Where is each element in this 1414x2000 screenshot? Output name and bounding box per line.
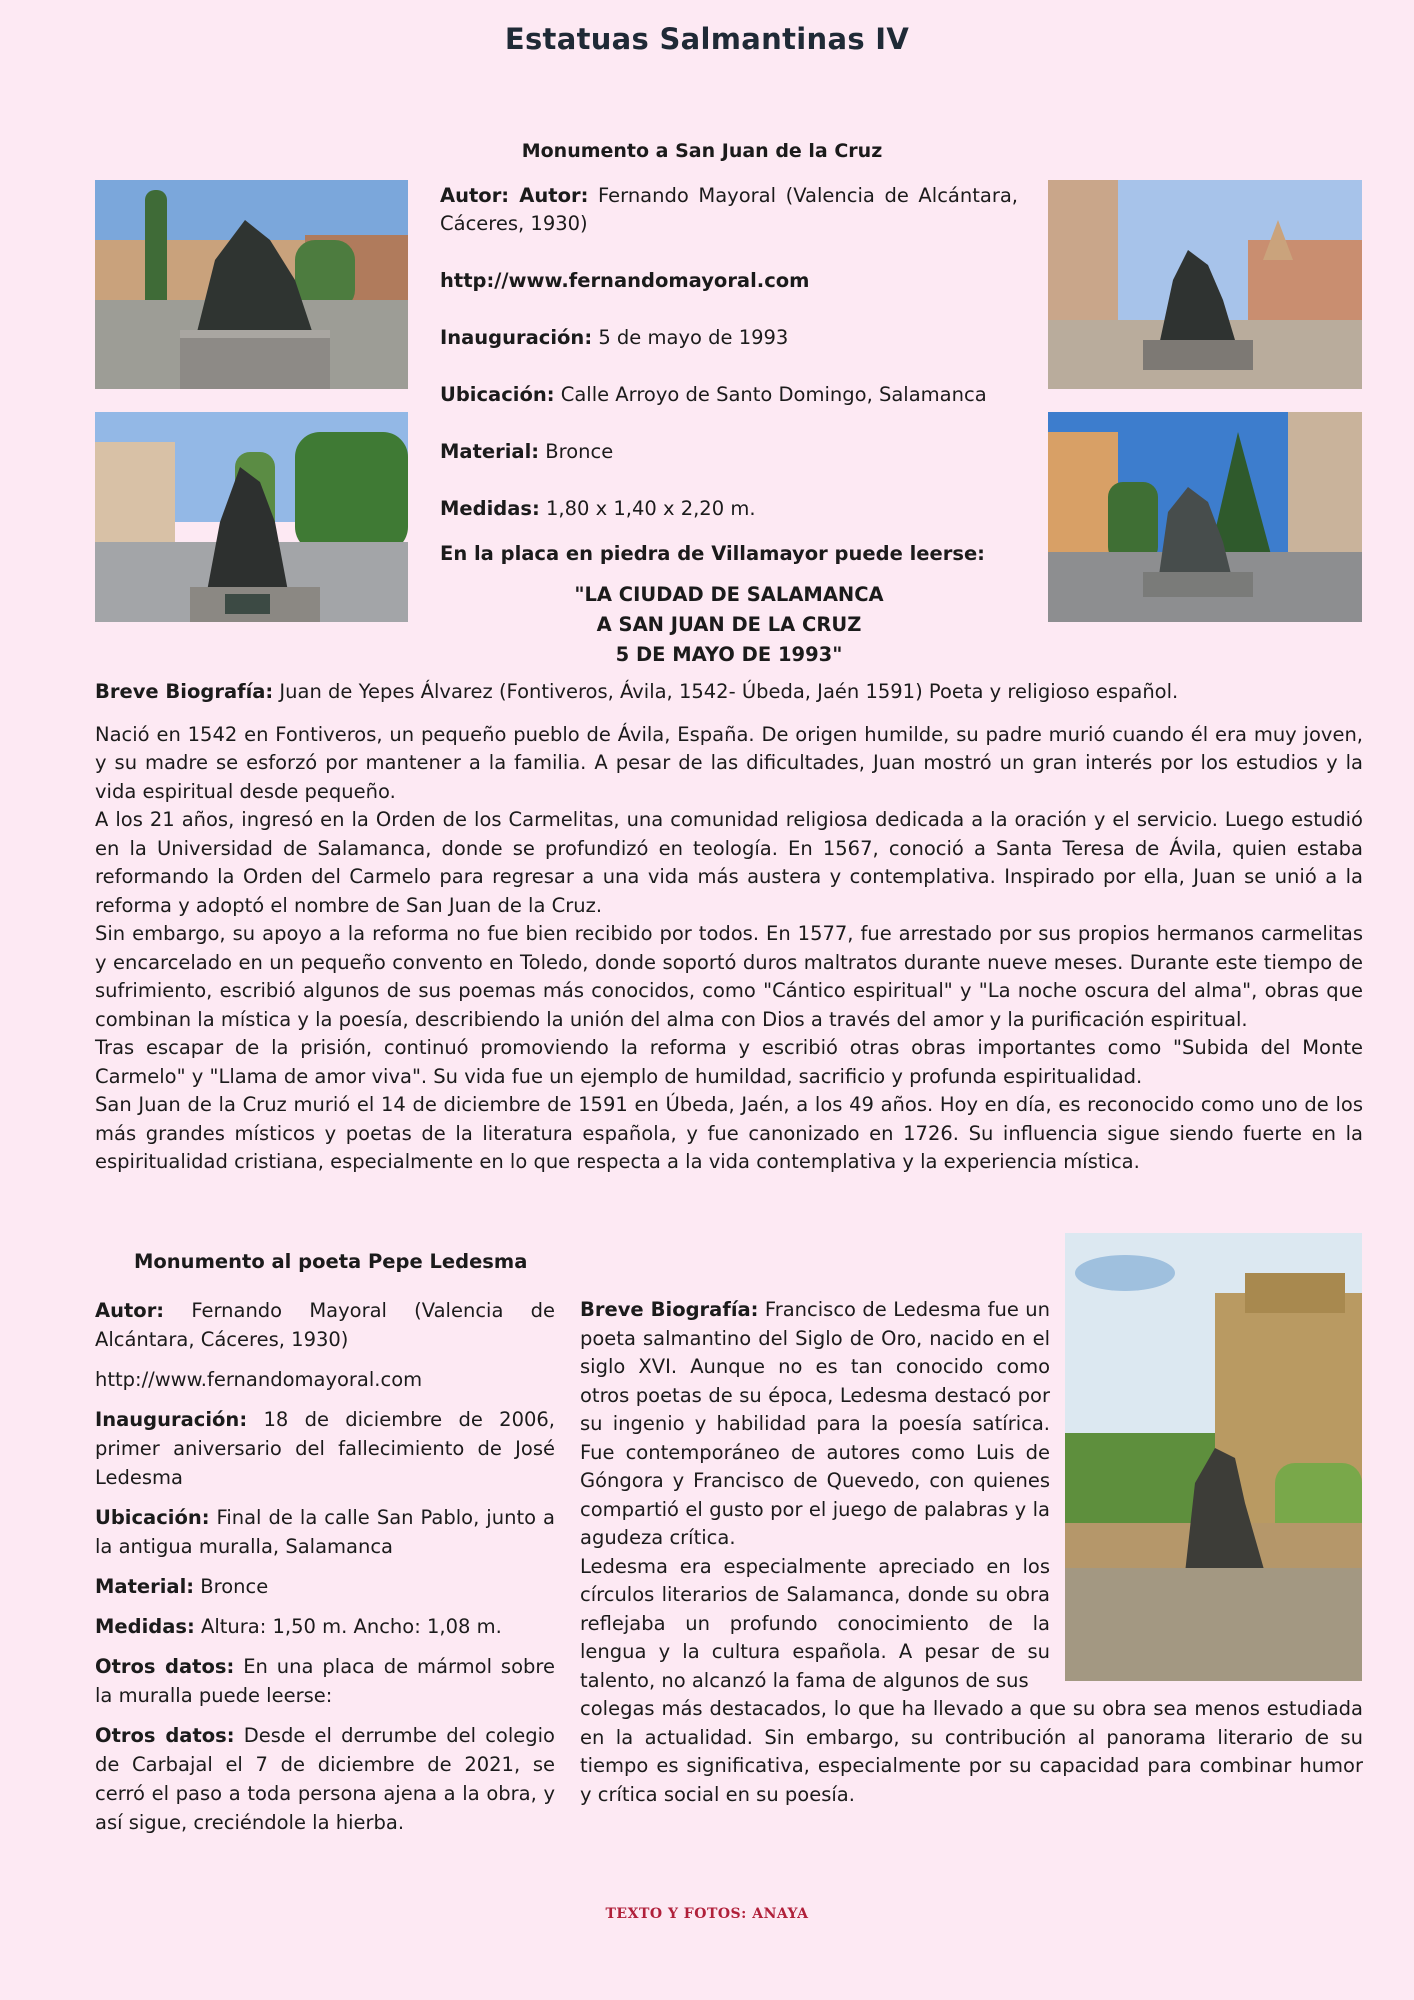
website-text[interactable]: http://www.fernandomayoral.com bbox=[95, 1368, 423, 1391]
plaque-inscription bbox=[440, 580, 1018, 670]
author-label: Autor: bbox=[95, 1299, 165, 1322]
location-label: Ubicación: bbox=[95, 1506, 210, 1529]
material-value: Bronce bbox=[194, 1575, 269, 1598]
material-label: Material: bbox=[440, 440, 540, 463]
location-value: Calle Arroyo de Santo Domingo, Salamanca bbox=[554, 383, 987, 406]
bio-paragraph: Ledesma era especialmente apreciado en los círculos literarios de Salamanca, donde su obra reflejaba un profundo conocimiento de la lengua y la cultura española. A pesar de su talento, no alcanzó la fama de algunos de sus bbox=[580, 1554, 1050, 1692]
location-value: Final de la calle San Pablo, junto a la antigua muralla, Salamanca bbox=[95, 1506, 555, 1558]
website-link[interactable] bbox=[440, 267, 1018, 295]
bio-lead bbox=[95, 678, 1363, 707]
bio-paragraph: Tras escapar de la prisión, continuó promoviendo la reforma y escribió otras obras importantes como "Subida del Monte Carmelo" y "Llama de amor viva". Su vida fue un ejemplo de humildad, sacrificio y profunda espiritualidad. bbox=[95, 1036, 1363, 1088]
material-row bbox=[440, 438, 1018, 466]
bio-label: Breve Biografía: bbox=[580, 1298, 759, 1321]
location-row bbox=[95, 1503, 555, 1561]
inauguration-label: Inauguración: bbox=[440, 326, 593, 349]
bio-paragraph: Sin embargo, su apoyo a la reforma no fue bien recibido por todos. En 1577, fue arrestado por sus propios hermanos carmelitas y encarcelado en un pequeño convento en Toledo, donde soportó duros maltratos durante nueve meses. Durante este tiempo de sufrimiento, escribió algunos de sus poemas más conocidos, como "Cántico espiritual" y "La noche oscura del alma", obras que combinan la mística y la poesía, describiendo la unión del alma con Dios a través del amor y la purificación espiritual. bbox=[95, 922, 1363, 1031]
other-data-row bbox=[95, 1721, 555, 1837]
plaque-line: 5 DE MAYO DE 1993" bbox=[615, 643, 843, 666]
section-title-san-juan: Monumento a San Juan de la Cruz bbox=[521, 140, 883, 162]
author-label: Autor: Autor: bbox=[440, 184, 589, 207]
bio-paragraph: colegas más destacados, lo que ha llevado a que su obra sea menos estudiada en la actualidad. Sin embargo, su contribución al panorama literario de su tiempo es significativa, especialmente por su capacidad para combinar humor y crítica social en su poesía. bbox=[580, 1697, 1363, 1806]
page-title: Estatuas Salmantinas IV bbox=[504, 22, 910, 56]
measures-label: Medidas: bbox=[95, 1615, 195, 1638]
website-text[interactable]: http://www.fernandomayoral.com bbox=[440, 269, 810, 292]
other-data-row bbox=[95, 1652, 555, 1710]
san-juan-biography bbox=[95, 678, 1363, 1177]
location-label: Ubicación: bbox=[440, 383, 555, 406]
bio-lead-text: Juan de Yepes Álvarez (Fontiveros, Ávila, 1542- Úbeda, Jaén 1591) Poeta y religioso español. bbox=[273, 680, 1179, 703]
author-row bbox=[95, 1296, 555, 1354]
plaque-intro-text: En la placa en piedra de Villamayor puede leerse: bbox=[440, 542, 985, 565]
bio-paragraph: San Juan de la Cruz murió el 14 de diciembre de 1591 en Úbeda, Jaén, a los 49 años. Hoy en día, es reconocido como uno de los más grandes místicos y poetas de la literatura española, y fue canonizado en 1726. Su influencia sigue siendo fuerte en la espiritualidad cristiana, especialmente en lo que respecta a la vida contemplativa y la experiencia mística. bbox=[95, 1093, 1363, 1173]
bio-paragraph: Nació en 1542 en Fontiveros, un pequeño pueblo de Ávila, España. De origen humilde, su padre murió cuando él era muy joven, y su madre se esforzó por mantener a la familia. A pesar de las dificultades, Juan mostró un gran interés por los estudios y la vida espiritual desde pequeño. bbox=[95, 722, 1363, 803]
measures-value: Altura: 1,50 m. Ancho: 1,08 m. bbox=[194, 1615, 502, 1638]
measures-row bbox=[95, 1612, 555, 1641]
author-value: Fernando Mayoral (Valencia de Alcántara, Cáceres, 1930) bbox=[95, 1299, 555, 1351]
other-data-value: En una placa de mármol sobre la muralla puede leerse: bbox=[95, 1655, 555, 1707]
inauguration-value: 5 de mayo de 1993 bbox=[592, 326, 789, 349]
measures-value: 1,80 x 1,40 x 2,20 m. bbox=[539, 497, 756, 520]
bio-text: Francisco de Ledesma fue un poeta salmantino del Siglo de Oro, nacido en el siglo XVI. Aunque no es tan conocido como otros poetas de su época, Ledesma destacó por su ingenio y habilidad para la poesía satírica. Fue contemporáneo de autores como Luis de Góngora y Francisco de Quevedo, con quienes compartió el gusto por el juego de palabras y la agudeza crítica. bbox=[580, 1298, 1050, 1549]
inauguration-row bbox=[440, 324, 1018, 352]
section-title-ledesma: Monumento al poeta Pepe Ledesma bbox=[134, 1250, 528, 1273]
other-data-value: Desde el derrumbe del colegio de Carbajal el 7 de diciembre de 2021, se cerró el paso a toda persona ajena a la obra, y así sigue, creciéndole la hierba. bbox=[95, 1724, 555, 1834]
measures-row bbox=[440, 495, 1018, 523]
ledesma-biography bbox=[580, 1296, 1363, 1809]
san-juan-photo-side bbox=[1048, 180, 1362, 389]
bio-paragraph: A los 21 años, ingresó en la Orden de los Carmelitas, una comunidad religiosa dedicada a la oración y el servicio. Luego estudió en la Universidad de Salamanca, donde se profundizó en teología. En 1567, conoció a Santa Teresa de Ávila, quien estaba reformando la Orden del Carmelo para regresar a una vida más austera y contemplativa. Inspirado por ella, Juan se unió a la reforma y adoptó el nombre de San Juan de la Cruz. bbox=[95, 808, 1363, 917]
other-data-label: Otros datos: bbox=[95, 1655, 235, 1678]
material-row bbox=[95, 1572, 555, 1601]
plaque-line: "LA CIUDAD DE SALAMANCA bbox=[574, 583, 884, 606]
san-juan-photo-front bbox=[95, 180, 408, 389]
other-data-label: Otros datos: bbox=[95, 1724, 235, 1747]
inauguration-row bbox=[95, 1405, 555, 1492]
material-label: Material: bbox=[95, 1575, 195, 1598]
material-value: Bronce bbox=[539, 440, 614, 463]
ledesma-details bbox=[95, 1296, 555, 1848]
location-row bbox=[440, 381, 1018, 409]
bio-label: Breve Biografía: bbox=[95, 680, 274, 703]
plaque-intro bbox=[440, 540, 1018, 568]
author-value: Fernando Mayoral (Valencia de Alcántara, Cáceres, 1930) bbox=[440, 184, 1018, 235]
inauguration-value: 18 de diciembre de 2006, primer aniversario del fallecimiento de José Ledesma bbox=[95, 1408, 555, 1489]
website-link[interactable] bbox=[95, 1365, 555, 1394]
bio-paragraph bbox=[580, 1296, 1050, 1553]
author-row bbox=[440, 182, 1018, 238]
san-juan-photo-trees bbox=[1048, 412, 1362, 622]
measures-label: Medidas: bbox=[440, 497, 540, 520]
plaque-line: A SAN JUAN DE LA CRUZ bbox=[596, 613, 862, 636]
footer-credits: TEXTO Y FOTOS: ANAYA bbox=[605, 1906, 809, 1922]
san-juan-photo-street bbox=[95, 412, 408, 622]
inauguration-label: Inauguración: bbox=[95, 1408, 248, 1431]
